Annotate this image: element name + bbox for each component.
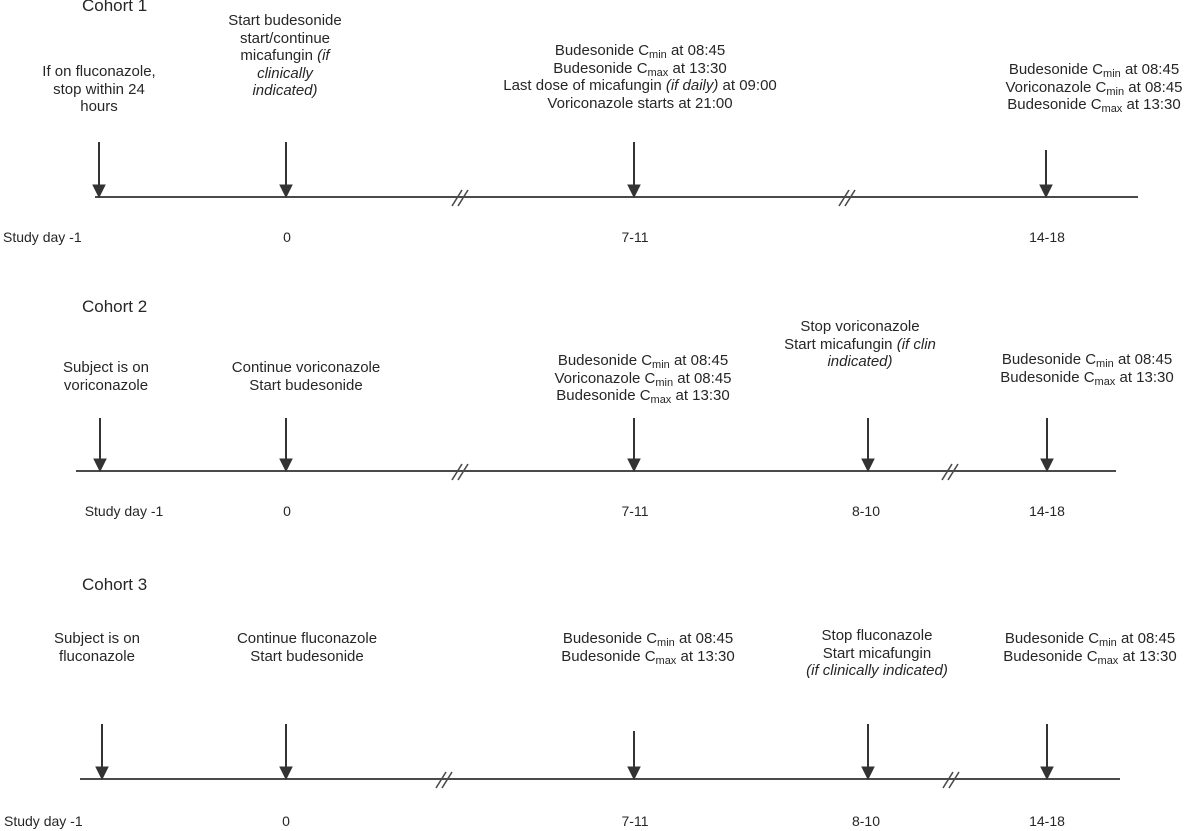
event-annotation bbox=[561, 630, 734, 665]
study-day-label: 7-11 bbox=[621, 503, 649, 519]
annotation-text: Budesonide C bbox=[1000, 368, 1095, 386]
annotation-text: Continue fluconazole bbox=[236, 630, 378, 647]
annotation-text: at 08:45 bbox=[673, 369, 732, 387]
italic-text: (if clin bbox=[896, 335, 936, 353]
italic-text: indicated) bbox=[827, 353, 893, 370]
subscript-text: min bbox=[652, 359, 670, 371]
cohort-2-title: Cohort 2 bbox=[82, 297, 148, 316]
study-day-label: 14-18 bbox=[1029, 503, 1065, 519]
subscript-text: min bbox=[1103, 68, 1121, 80]
annotation-line bbox=[806, 662, 948, 680]
subscript-text: max bbox=[1094, 375, 1116, 388]
annotation-text: Stop fluconazole bbox=[821, 627, 933, 644]
subscript-text: min bbox=[1106, 85, 1125, 98]
annotation-text: at 09:00 bbox=[718, 77, 777, 94]
subscript-text: max bbox=[655, 654, 677, 667]
annotation-text: start/continue bbox=[239, 29, 331, 47]
annotation-text: stop within 24 bbox=[53, 80, 145, 98]
annotation-text: at 13:30 bbox=[1118, 647, 1177, 665]
annotation-text: Start micafungin bbox=[822, 644, 932, 662]
annotation-text: Continue voriconazole bbox=[231, 359, 381, 376]
annotation-text: Budesonide C bbox=[1001, 351, 1097, 368]
annotation-line bbox=[806, 645, 948, 663]
annotation-line bbox=[54, 630, 140, 648]
arrow-down-icon bbox=[280, 724, 292, 779]
italic-text: clinically bbox=[257, 64, 313, 82]
annotation-text: If on fluconazole, bbox=[42, 63, 156, 80]
annotation-line bbox=[1003, 648, 1176, 666]
annotation-text: at 13:30 bbox=[1115, 368, 1174, 386]
annotation-text: at 13:30 bbox=[671, 387, 730, 404]
annotation-text: Voriconazole starts at 21:00 bbox=[547, 94, 733, 112]
annotation-text: Budesonide C bbox=[1008, 61, 1104, 78]
study-day-label: Study day -1 bbox=[4, 813, 83, 829]
study-day-label: 0 bbox=[282, 813, 290, 829]
study-day-label: 14-18 bbox=[1029, 813, 1065, 829]
arrow-down-icon bbox=[1041, 724, 1053, 779]
annotation-text: Budesonide C bbox=[557, 352, 653, 369]
event-annotation bbox=[237, 630, 377, 665]
subscript-text: min bbox=[1099, 637, 1117, 649]
annotation-text: fluconazole bbox=[59, 647, 135, 665]
annotation-text: Subject is on bbox=[54, 630, 140, 647]
annotation-text: Budesonide C bbox=[1004, 630, 1100, 647]
annotation-text: at 13:30 bbox=[676, 647, 735, 665]
event-annotation bbox=[54, 630, 140, 665]
annotation-text: Start budesonide bbox=[228, 12, 342, 29]
annotation-text: Budesonide C bbox=[561, 647, 656, 665]
arrow-down-icon bbox=[628, 731, 640, 779]
annotation-line bbox=[561, 630, 734, 648]
subscript-text: min bbox=[649, 49, 667, 61]
annotation-line bbox=[237, 630, 377, 648]
annotation-text: Budesonide C bbox=[554, 42, 650, 59]
arrow-down-icon bbox=[862, 724, 874, 779]
subscript-text: max bbox=[650, 394, 672, 406]
cohort-3-title: Cohort 3 bbox=[82, 575, 148, 594]
annotation-text: hours bbox=[80, 98, 118, 115]
annotation-text: Last dose of micafungin bbox=[503, 77, 666, 94]
annotation-text: at 08:45 bbox=[1116, 630, 1176, 647]
study-day-label: 8-10 bbox=[851, 503, 881, 519]
italic-text: (if bbox=[317, 47, 330, 64]
annotation-line bbox=[1003, 630, 1176, 648]
annotation-text: at 13:30 bbox=[668, 59, 727, 77]
italic-text: (if daily) bbox=[665, 77, 719, 94]
study-day-label: 0 bbox=[283, 503, 291, 519]
subscript-text: min bbox=[655, 376, 674, 389]
subscript-text: min bbox=[657, 637, 675, 649]
subscript-text: min bbox=[1096, 358, 1114, 370]
italic-text: (if clinically indicated) bbox=[806, 662, 948, 679]
annotation-line bbox=[237, 648, 377, 666]
study-day-label: Study day -1 bbox=[84, 503, 164, 519]
study-day-label: 7-11 bbox=[621, 813, 649, 829]
study-day-label: 0 bbox=[283, 229, 291, 245]
annotation-line bbox=[54, 648, 140, 666]
annotation-text: Start micafungin bbox=[784, 335, 897, 353]
study-day-label: 7-11 bbox=[621, 229, 649, 245]
subscript-text: max bbox=[1097, 654, 1119, 667]
annotation-text: Start budesonide bbox=[250, 647, 364, 665]
annotation-text: Budesonide C bbox=[562, 630, 658, 647]
annotation-text: at 13:30 bbox=[1122, 96, 1181, 113]
annotation-line bbox=[806, 627, 948, 645]
event-annotation bbox=[806, 627, 948, 680]
annotation-text: Budesonide C bbox=[1003, 647, 1098, 665]
annotation-text: voriconazole bbox=[63, 376, 149, 394]
annotation-text: at 08:45 bbox=[1113, 351, 1173, 368]
annotation-text: at 08:45 bbox=[674, 630, 734, 647]
annotation-text: Voriconazole C bbox=[554, 369, 656, 387]
annotation-text: at 08:45 bbox=[666, 42, 726, 59]
annotation-text: Voriconazole C bbox=[1005, 78, 1107, 96]
annotation-text: micafungin bbox=[240, 47, 318, 64]
study-day-label: 8-10 bbox=[851, 813, 881, 829]
italic-text: indicated) bbox=[252, 82, 318, 99]
cohort-1-title: Cohort 1 bbox=[82, 0, 148, 15]
annotation-text: Budesonide C bbox=[1007, 96, 1102, 113]
subscript-text: max bbox=[647, 66, 669, 79]
study-day-label: 14-18 bbox=[1029, 229, 1065, 245]
annotation-text: at 08:45 bbox=[1124, 78, 1183, 96]
annotation-text: at 08:45 bbox=[669, 352, 729, 369]
annotation-text: Start budesonide bbox=[249, 376, 363, 394]
study-day-label: Study day -1 bbox=[3, 229, 82, 245]
annotation-text: Subject is on bbox=[63, 359, 149, 376]
arrow-down-icon bbox=[96, 724, 108, 779]
annotation-text: Stop voriconazole bbox=[800, 318, 920, 335]
event-annotation bbox=[1003, 630, 1176, 665]
annotation-text: Budesonide C bbox=[553, 59, 648, 77]
annotation-line bbox=[561, 648, 734, 666]
annotation-text: Budesonide C bbox=[556, 387, 651, 404]
subscript-text: max bbox=[1101, 103, 1123, 115]
annotation-text: at 08:45 bbox=[1120, 61, 1180, 78]
